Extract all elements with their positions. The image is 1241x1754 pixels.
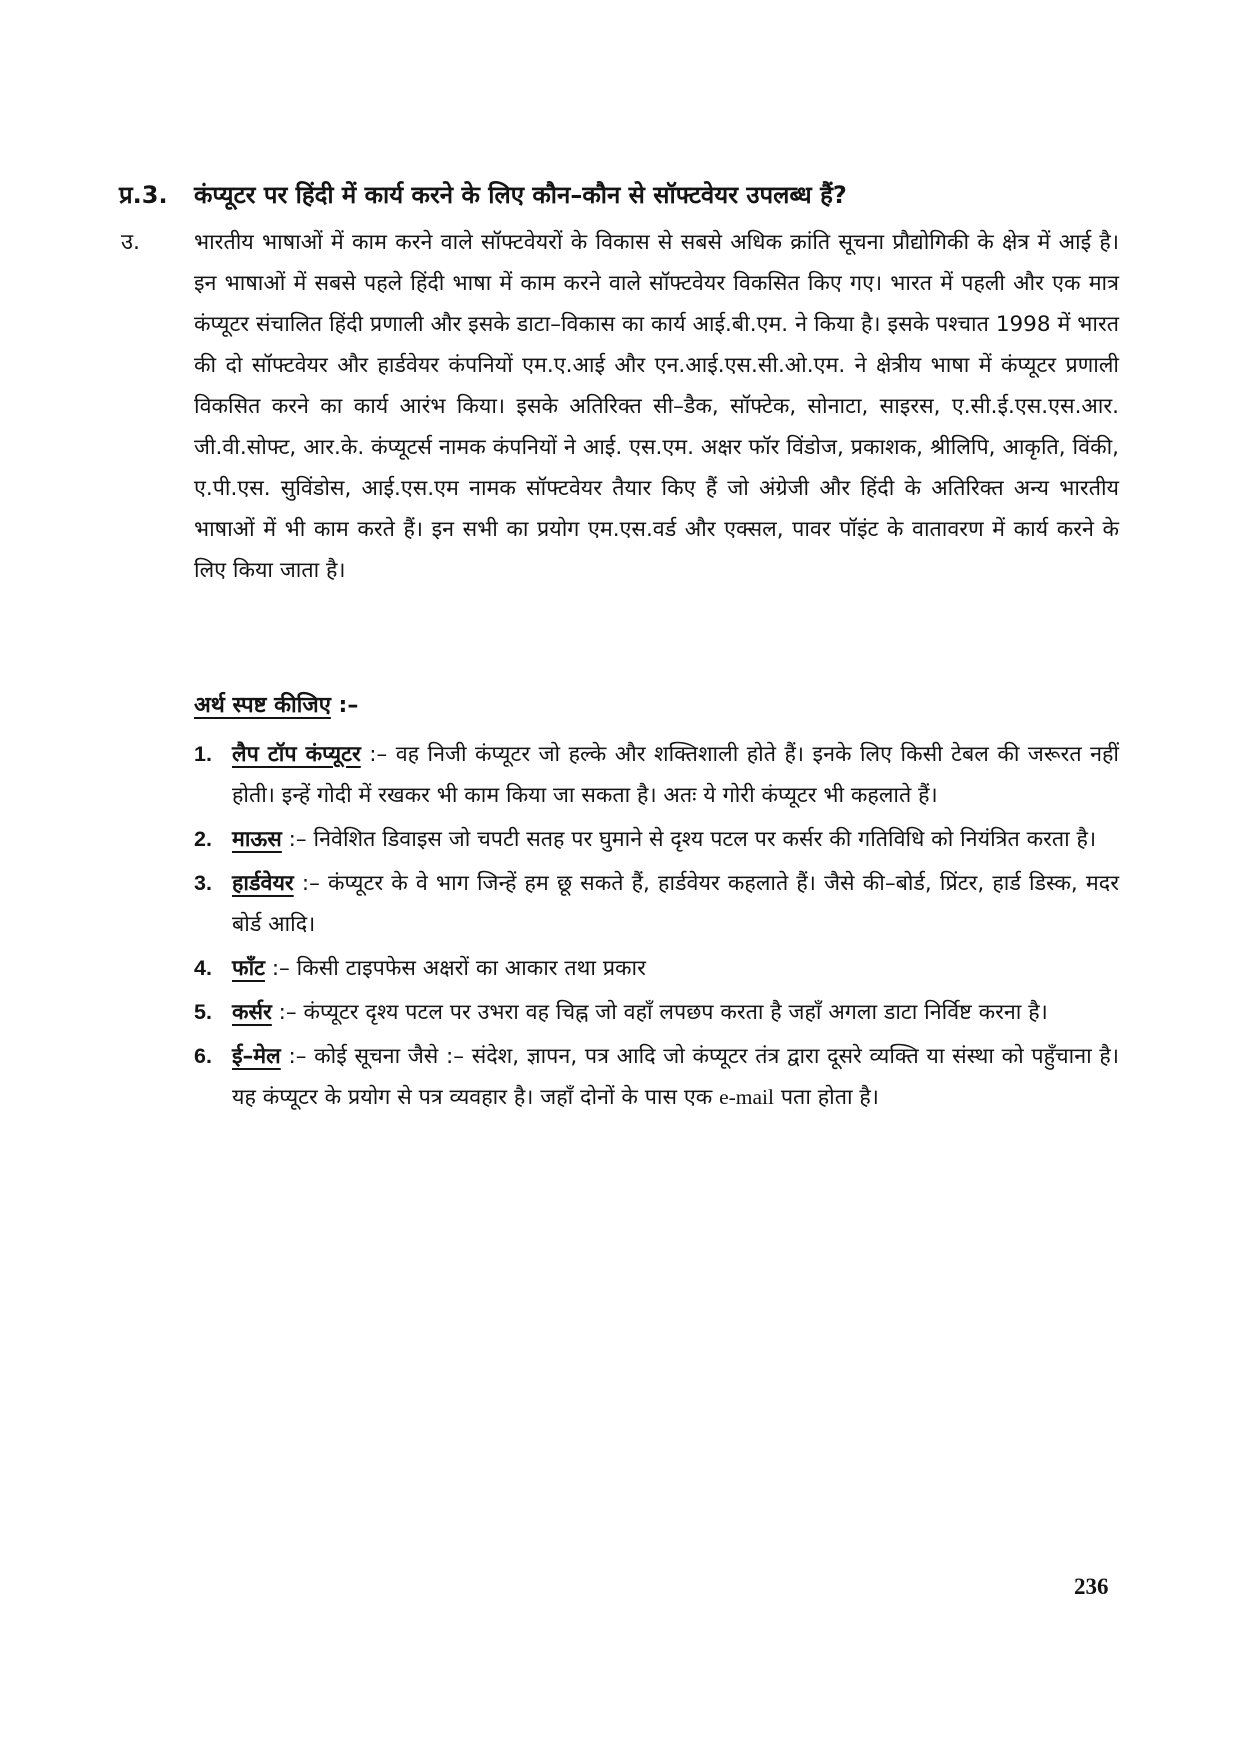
definition-item-email	[194, 1036, 1119, 1118]
definition-text: :– निवेशित डिवाइस जो चपटी सतह पर घुमाने से दृश्य पटल पर कर्सर की गतिविधि को नियंत्रित करता है।	[281, 827, 1097, 852]
definition-term: हार्डवेयर	[232, 871, 294, 896]
definition-term: कर्सर	[232, 1000, 272, 1025]
answer-label: उ.	[121, 230, 141, 255]
question-number: प्र.3.	[119, 181, 168, 209]
definition-number: 1.	[194, 742, 212, 766]
definition-number: 6.	[194, 1044, 212, 1068]
definition-item-hardware	[194, 863, 1119, 945]
definition-text: :– वह निजी कंप्यूटर जो हल्के और शक्तिशाली होते हैं। इनके लिए किसी टेबल की जरूरत नहीं होती। इन्हें गोदी में रखकर भी काम किया जा सकता है। अतः ये गोरी कंप्यूटर भी कहलाते हैं।	[232, 742, 1119, 808]
definition-term: लैप टॉप कंप्यूटर	[232, 742, 361, 767]
definition-number: 4.	[194, 956, 212, 980]
definition-text: :– कंप्यूटर दृश्य पटल पर उभरा वह चिह्न जो वहाँ लपछप करता है जहाँ अगला डाटा निर्विष्ट करना है।	[271, 1000, 1048, 1025]
definition-term: ई–मेल	[232, 1044, 281, 1069]
definitions-list	[194, 734, 1119, 1121]
answer-paragraph: भारतीय भाषाओं में काम करने वाले सॉफ्टवेयरों के विकास से सबसे अधिक क्रांति सूचना प्रौद्योगिकी के क्षेत्र में आई है। इन भाषाओं में सबसे पहले हिंदी भाषा में काम करने वाले सॉफ्टवेयर विकसित किए गए। भारत में पहली और एक मात्र कंप्यूटर संचालित हिंदी प्रणाली और इसके डाटा–विकास का कार्य आई.बी.एम. ने किया है। इसके पश्चात 1998 में भारत की दो सॉफ्टवेयर और हार्डवेयर कंपनियों एम.ए.आई और एन.आई.एस.सी.ओ.एम. ने क्षेत्रीय भाषा में कंप्यूटर प्रणाली विकसित करने का कार्य आरंभ किया। इसके अतिरिक्त सी–डैक, सॉफ्टेक, सोनाटा, साइरस, ए.सी.ई.एस.एस.आर. जी.वी.सोफ्ट, आर.के. कंप्यूटर्स नामक कंपनियों ने आई. एस.एम. अक्षर फॉर विंडोज, प्रकाशक, श्रीलिपि, आकृति, विंकी, ए.पी.एस. सुविंडोस, आई.एस.एम नामक सॉफ्टवेयर तैयार किए हैं जो अंग्रेजी और हिंदी के अतिरिक्त अन्य भारतीय भाषाओं में भी काम करते हैं। इन सभी का प्रयोग एम.एस.वर्ड और एक्सल, पावर पॉइंट के वातावरण में कार्य करने के लिए किया जाता है।	[194, 230, 1119, 583]
definition-item-font	[194, 948, 1119, 989]
definition-item-cursor	[194, 992, 1119, 1033]
definition-number: 5.	[194, 1000, 212, 1024]
definition-number: 3.	[194, 871, 212, 895]
definition-number: 2.	[194, 827, 212, 851]
definitions-heading-suffix: :–	[330, 693, 359, 718]
definition-text: :– कोई सूचना जैसे :– संदेश, ज्ञापन, पत्र आदि जो कंप्यूटर तंत्र द्वारा दूसरे व्यक्ति या संस्था को पहुँचाना है। यह कंप्यूटर के प्रयोग से पत्र व्यवहार है। जहाँ दोनों के पास एक	[232, 1044, 1119, 1110]
definition-item-mouse	[194, 819, 1119, 860]
definition-text: :– किसी टाइपफेस अक्षरों का आकार तथा प्रकार	[264, 956, 646, 981]
definition-term: फॉंट	[232, 956, 265, 981]
definitions-heading	[194, 688, 358, 724]
page-number: 236	[1074, 1574, 1109, 1599]
definition-term: माऊस	[232, 827, 282, 852]
definition-text: :– कंप्यूटर के वे भाग जिन्हें हम छू सकते हैं, हार्डवेयर कहलाते हैं। जैसे की–बोर्ड, प्रिंटर, हार्ड डिस्क, मदर बोर्ड आदि।	[232, 871, 1119, 937]
definition-text-end: पता होता है।	[774, 1085, 879, 1110]
definition-item-laptop	[194, 734, 1119, 816]
email-word: e-mail	[719, 1085, 775, 1109]
definitions-heading-text: अर्थ स्पष्ट कीजिए	[194, 693, 331, 718]
question-text: कंप्यूटर पर हिंदी में कार्य करने के लिए कौन–कौन से सॉफ्टवेयर उपलब्ध हैं?	[194, 181, 847, 209]
